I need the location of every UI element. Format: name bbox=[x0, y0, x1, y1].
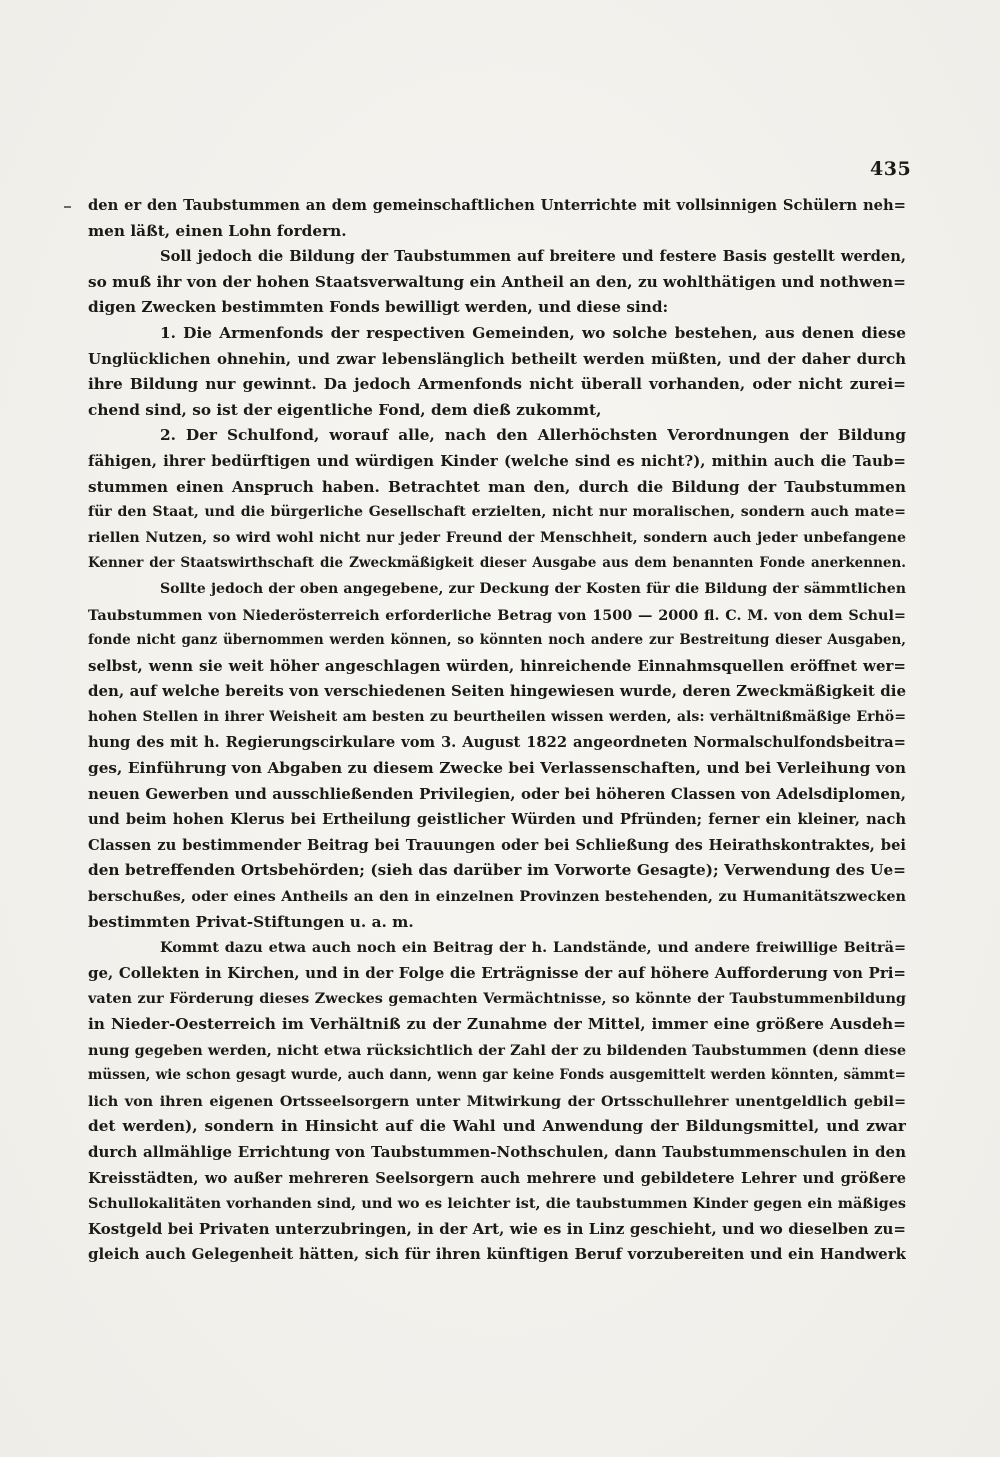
margin-mark bbox=[64, 206, 71, 208]
text-line: Classen zu bestimmender Beitrag bei Trauungen oder bei Schließung des Heirathskontraktes, bei bbox=[88, 836, 906, 854]
text-line: ihre Bildung nur gewinnt. Da jedoch Armenfonds nicht überall vorhanden, oder nicht zurei= bbox=[88, 375, 906, 394]
text-line: Taubstummen von Niederösterreich erforderliche Betrag von 1500 — 2000 fl. C. M. von dem Schul= bbox=[88, 606, 906, 624]
text-line: Schullokalitäten vorhanden sind, und wo es leichter ist, die taubstummen Kinder gegen ein mäßiges bbox=[88, 1195, 906, 1213]
text-line: nung gegeben werden, nicht etwa rücksichtlich der Zahl der zu bildenden Taubstummen (denn diese bbox=[88, 1041, 906, 1059]
text-line: so muß ihr von der hohen Staatsverwaltung ein Antheil an den, zu wohlthätigen und nothwen= bbox=[88, 272, 906, 291]
text-line: fähigen, ihrer bedürftigen und würdigen Kinder (welche sind es nicht?), mithin auch die Taub= bbox=[88, 451, 906, 470]
text-line: selbst, wenn sie weit höher angeschlagen würden, hinreichende Einnahmsquellen eröffnet wer= bbox=[88, 656, 906, 675]
text-line: den betreffenden Ortsbehörden; (sieh das darüber im Vorworte Gesagte); Verwendung des Ue= bbox=[88, 861, 906, 880]
text-line: berschußes, oder eines Antheils an den in einzelnen Provinzen bestehenden, zu Humanitätszwecken bbox=[88, 888, 906, 906]
text-line: hung des mit h. Regierungscirkulare vom 3. August 1822 angeordneten Normalschulfondsbeitra= bbox=[88, 734, 906, 752]
text-line: den er den Taubstummen an dem gemeinschaftlichen Unterrichte mit vollsinnigen Schülern neh= bbox=[88, 197, 906, 214]
page-number: 435 bbox=[870, 158, 912, 180]
text-line: 1. Die Armenfonds der respectiven Gemeinden, wo solche bestehen, aus denen diese bbox=[160, 323, 906, 342]
text-line: bestimmten Privat-Stiftungen u. a. m. bbox=[88, 912, 414, 931]
text-line: und beim hohen Klerus bei Ertheilung geistlicher Würden und Pfründen; ferner ein kleiner, nach bbox=[88, 811, 906, 829]
text-line: in Nieder-Oesterreich im Verhältniß zu der Zunahme der Mittel, immer eine größere Ausdeh= bbox=[88, 1015, 906, 1033]
text-line: lich von ihren eigenen Ortsseelsorgern unter Mitwirkung der Ortsschullehrer unentgeldlich gebil= bbox=[88, 1092, 906, 1110]
text-line: 2. Der Schulfond, worauf alle, nach den Allerhöchsten Verordnungen der Bildung bbox=[160, 426, 906, 445]
text-line: müssen, wie schon gesagt wurde, auch dann, wenn gar keine Fonds ausgemittelt werden könnten, sämmt= bbox=[88, 1067, 906, 1084]
text-line: ge, Collekten in Kirchen, und in der Folge die Erträgnisse der auf höhere Aufforderung von Pri= bbox=[88, 963, 906, 982]
text-line: stummen einen Anspruch haben. Betrachtet man den, durch die Bildung der Taubstummen bbox=[88, 477, 906, 496]
text-line: durch allmählige Errichtung von Taubstummen-Nothschulen, dann Taubstummenschulen in den bbox=[88, 1142, 906, 1161]
text-line: Kenner der Staatswirthschaft die Zweckmäßigkeit dieser Ausgabe aus dem benannten Fonde anerkennen. bbox=[88, 555, 906, 572]
text-line: hohen Stellen in ihrer Weisheit am besten zu beurtheilen wissen werden, als: verhältnißmäßige Erhö= bbox=[88, 708, 906, 725]
text-line: riellen Nutzen, so wird wohl nicht nur jeder Freund der Menschheit, sondern auch jeder unbefangene bbox=[88, 529, 906, 546]
text-line: Kostgeld bei Privaten unterzubringen, in der Art, wie es in Linz geschieht, und wo dieselben zu= bbox=[88, 1219, 906, 1238]
text-line: chend sind, so ist der eigentliche Fond, dem dieß zukommt, bbox=[88, 400, 602, 419]
text-line: neuen Gewerben und ausschließenden Privilegien, oder bei höheren Classen von Adelsdiplomen, bbox=[88, 784, 906, 803]
text-line: men läßt, einen Lohn fordern. bbox=[88, 221, 347, 240]
text-line: det werden), sondern in Hinsicht auf die Wahl und Anwendung der Bildungsmittel, und zwar bbox=[88, 1117, 906, 1136]
text-line: Unglücklichen ohnehin, und zwar lebenslänglich betheilt werden müßten, und der daher durch bbox=[88, 349, 906, 368]
text-line: fonde nicht ganz übernommen werden können, so könnten noch andere zur Bestreitung dieser Ausgaben, bbox=[88, 632, 906, 649]
text-line: digen Zwecken bestimmten Fonds bewilligt werden, und diese sind: bbox=[88, 298, 669, 317]
text-line: vaten zur Förderung dieses Zweckes gemachten Vermächtnisse, so könnte der Taubstummenbildung bbox=[88, 990, 906, 1008]
text-line: Kreisstädten, wo außer mehreren Seelsorgern auch mehrere und gebildetere Lehrer und größere bbox=[88, 1169, 906, 1187]
text-line: Soll jedoch die Bildung der Taubstummen auf breitere und festere Basis gestellt werden, bbox=[160, 248, 906, 266]
text-line: den, auf welche bereits von verschiedenen Seiten hingewiesen wurde, deren Zweckmäßigkeit die bbox=[88, 682, 906, 701]
text-line: Kommt dazu etwa auch noch ein Beitrag der h. Landstände, und andere freiwillige Beiträ= bbox=[160, 939, 906, 957]
text-line: für den Staat, und die bürgerliche Gesellschaft erzielten, nicht nur moralischen, sondern auch mate= bbox=[88, 504, 906, 521]
body-text bbox=[88, 193, 906, 1268]
text-line: Sollte jedoch der oben angegebene, zur Deckung der Kosten für die Bildung der sämmtlichen bbox=[160, 580, 906, 597]
text-line: gleich auch Gelegenheit hätten, sich für ihren künftigen Beruf vorzubereiten und ein Handwerk bbox=[88, 1245, 906, 1264]
text-line: ges, Einführung von Abgaben zu diesem Zwecke bei Verlassenschaften, und bei Verleihung von bbox=[88, 759, 906, 778]
